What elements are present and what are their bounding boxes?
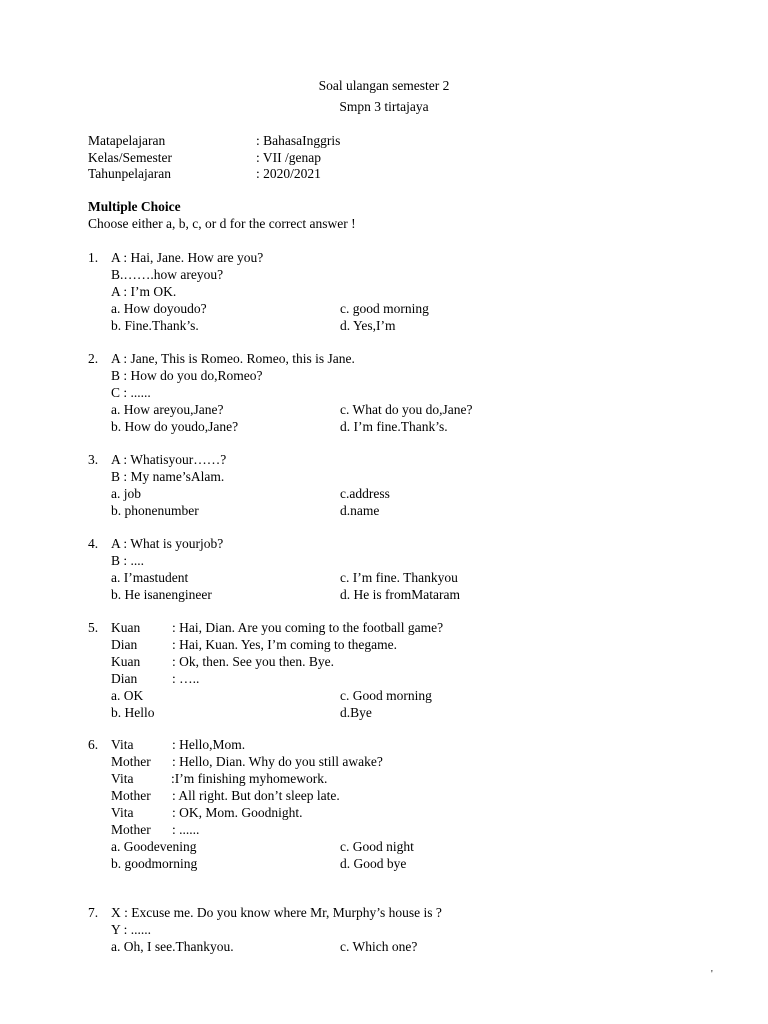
dialog-text: : Ok, then. See you then. Bye. [172,654,334,669]
dialog-speaker: Dian [111,671,138,686]
option-a: a. OK [111,688,144,703]
info-subject [88,132,688,149]
option-a: a. Oh, I see.Thankyou. [111,939,234,954]
info-value: : 2020/2021 [256,166,321,181]
option-a: a. How doyoudo? [111,301,207,316]
question-line: B : .... [111,553,145,568]
question-line: A : Jane, This is Romeo. Romeo, this is Jane. [111,351,355,366]
dialog-speaker: Mother [111,788,151,803]
dialog-text: : Hello,Mom. [172,737,246,752]
section-heading-text: Multiple Choice [88,199,181,214]
question-number: 7. [88,905,99,920]
dialog-speaker: Dian [111,637,138,652]
question-number: 6. [88,737,99,752]
question-number: 2. [88,351,99,366]
question-line: C : ...... [111,385,151,400]
dialog-speaker: Vita [111,805,134,820]
dialog-text: :I’m finishing myhomework. [171,771,328,786]
school-name: Smpn 3 tirtajaya [339,99,429,114]
question-5 [88,619,728,721]
dialog-text: : Hello, Dian. Why do you still awake? [172,754,383,769]
option-c: c. I’m fine. Thankyou [340,570,458,585]
dialog-speaker: Vita [111,771,134,786]
dialog-speaker: Kuan [111,620,141,635]
option-c: c. Which one? [340,939,418,954]
dialog-text: : ...... [172,822,200,837]
option-b: b. Fine.Thank’s. [111,318,199,333]
dialog-speaker: Mother [111,754,151,769]
question-7 [88,904,728,955]
question-number: 1. [88,250,99,265]
option-b: b. How do youdo,Jane? [111,419,239,434]
option-a: a. Goodevening [111,839,197,854]
option-b: b. phonenumber [111,503,199,518]
option-a: a. job [111,486,141,501]
option-c: c.address [340,486,390,501]
document-title: Soal ulangan semester 2 [318,78,450,93]
question-2 [88,350,728,435]
dialog-text: : OK, Mom. Goodnight. [172,805,303,820]
info-value: : VII /genap [256,150,321,165]
option-d: d. Yes,I’m [340,318,396,333]
option-c: c. What do you do,Jane? [340,402,473,417]
option-d: d.Bye [340,705,372,720]
question-number: 3. [88,452,99,467]
question-line: X : Excuse me. Do you know where Mr, Murphy’s house is ? [111,905,442,920]
option-c: c. Good morning [340,688,432,703]
option-d: d.name [340,503,380,518]
info-key: Tahunpelajaran [88,166,172,181]
question-line: A : What is yourjob? [111,536,224,551]
dialog-speaker: Mother [111,822,151,837]
info-value: : BahasaInggris [256,133,341,148]
question-line: A : Hai, Jane. How are you? [111,250,264,265]
footer-mark: ' [711,969,713,980]
dialog-text: : ….. [172,671,200,686]
question-line: B.…….how areyou? [111,267,224,282]
info-year [88,165,688,182]
question-line: A : Whatisyour……? [111,452,227,467]
option-b: b. goodmorning [111,856,198,871]
section-heading [88,198,181,215]
option-d: d. I’m fine.Thank’s. [340,419,448,434]
option-a: a. How areyou,Jane? [111,402,224,417]
question-number: 5. [88,620,99,635]
info-class [88,149,688,166]
info-key: Kelas/Semester [88,150,172,165]
dialog-text: : Hai, Dian. Are you coming to the football game? [172,620,444,635]
dialog-speaker: Kuan [111,654,141,669]
dialog-speaker: Vita [111,737,134,752]
question-line: B : My name’sAlam. [111,469,225,484]
question-3 [88,451,728,519]
question-line: A : I’m OK. [111,284,177,299]
dialog-text: : All right. But don’t sleep late. [172,788,340,803]
option-c: c. Good night [340,839,414,854]
dialog-text: : Hai, Kuan. Yes, I’m coming to thegame. [172,637,397,652]
option-a: a. I’mastudent [111,570,189,585]
option-b: b. Hello [111,705,155,720]
question-6 [88,736,728,872]
question-1 [88,249,728,334]
option-b: b. He isanengineer [111,587,212,602]
question-number: 4. [88,536,99,551]
question-4 [88,535,728,603]
option-d: d. He is fromMataram [340,587,460,602]
question-line: B : How do you do,Romeo? [111,368,263,383]
section-instruction: Choose either a, b, c, or d for the correct answer ! [88,216,356,231]
question-line: Y : ...... [111,922,151,937]
info-key: Matapelajaran [88,133,166,148]
option-d: d. Good bye [340,856,407,871]
option-c: c. good morning [340,301,429,316]
